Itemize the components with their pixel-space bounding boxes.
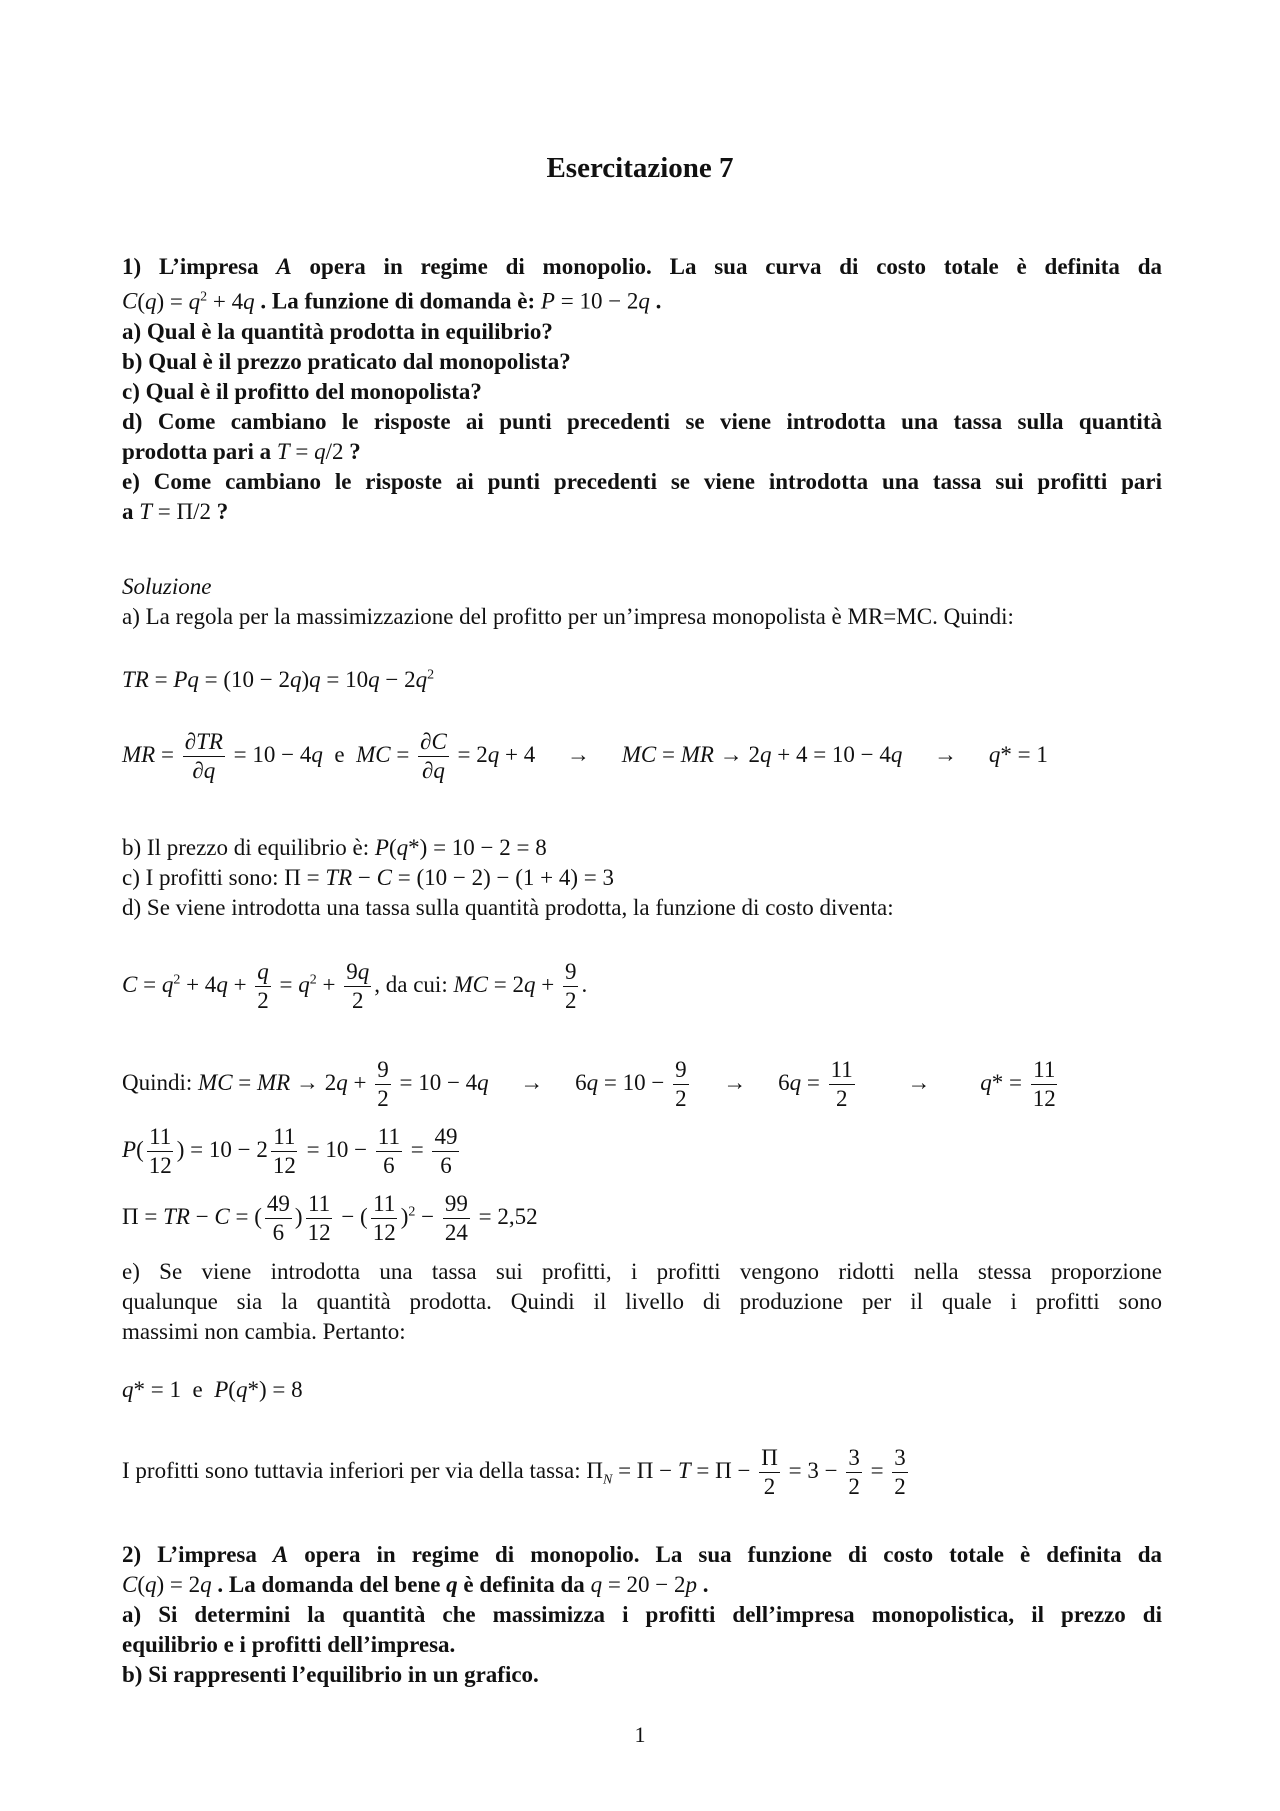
ex1-question-e-line-2: a T = Π/2 ? (122, 498, 229, 524)
formula-mr-mc: MR = $\frac{\partial TR}{\partial q}$ = 10 − 4q e MC = $\frac{\partial C}{\partial q}$ = 2q + 4 → MC = MR → 2q + 4 = 10 − 4q → q* = 1 (122, 729, 1048, 784)
solution-e-line-3: massimi non cambia. Pertanto: (122, 1319, 406, 1344)
exercise-2-statement (122, 1540, 1162, 1690)
ex1-line-2: $C(q) = q^2 + 4q$ . La funzione di domanda è: P = 10 − 2q . (122, 288, 662, 314)
ex2-question-a-line-1: a) Si determini la quantità che massimizza i profitti dell’impresa monopolistica, il prezzo di (122, 1602, 1162, 1627)
formula-profit-tax: Π = TR − C = ( $\frac{49}{6}$ ) $\frac{11}{12}$ − ( $\frac{11}{12}$ )$^2$ − $\frac{99}{24}$ = 2,52 (122, 1191, 538, 1246)
page-number: 1 (634, 1722, 646, 1747)
ex1-line-1: 1) L’impresa A opera in regime di monopolio. La sua curva di costo totale è definita da (122, 254, 1163, 279)
ex1-question-d-line-2: prodotta pari a T = q/2 ? (122, 438, 361, 464)
solution-b: b) Il prezzo di equilibrio è: P(q*) = 10 − 2 = 8 (122, 835, 547, 860)
ex1-question-c: c) Qual è il profitto del monopolista? (122, 378, 482, 404)
formula-total-revenue: TR = $Pq = (10 - 2q)q = 10q - 2q^2$ (122, 667, 435, 692)
exercise-1-statement (122, 252, 1162, 527)
formula-qstar-price: q* = 1 e P(q*) = 8 (122, 1377, 303, 1402)
solution-e-text (122, 1257, 1162, 1347)
solution-e-line-1: e) Se viene introdotta una tassa sui profitti, i profitti vengono ridotti nella stessa proporzione (122, 1259, 1162, 1284)
formula-price-tax: P( $\frac{11}{12}$ ) = 10 − 2 $\frac{11}{12}$ = 10 − $\frac{11}{6}$ = $\frac{49}{6}$ (122, 1124, 458, 1179)
solution-a-text: a) La regola per la massimizzazione del profitto per un’impresa monopolista è MR=MC. Quindi: (122, 604, 1014, 629)
solution-heading: Soluzione (122, 574, 212, 599)
solution-e-line-2: qualunque sia la quantità prodotta. Quindi il livello di produzione per il quale i profitti sono (122, 1289, 1162, 1314)
formula-net-profit: I profitti sono tuttavia inferiori per via della tassa: $\Pi_N = \Pi - T = \Pi$ − $\frac{\Pi}{2}$ = 3 − $\frac{3}{2}$ = $\frac{3}{2}$ (122, 1445, 906, 1500)
solution-intro (122, 572, 1162, 632)
solution-d-text: d) Se viene introdotta una tassa sulla quantità prodotta, la funzione di costo diventa: (122, 895, 894, 920)
solution-c: c) I profitti sono: Π = TR − C = (10 − 2) − (1 + 4) = 3 (122, 865, 614, 890)
ex1-question-b: b) Qual è il prezzo praticato dal monopolista? (122, 348, 571, 374)
ex2-line-1: 2) L’impresa A opera in regime di monopolio. La sua funzione di costo totale è definita da (122, 1542, 1162, 1567)
page-title: Esercitazione 7 (546, 152, 734, 184)
ex2-question-b: b) Si rappresenti l’equilibrio in un grafico. (122, 1662, 539, 1687)
ex2-question-a-line-2: equilibrio e i profitti dell’impresa. (122, 1632, 456, 1657)
formula-cost-with-tax: $C = q^2 + 4q$ + $\frac{q}{2}$ = $q^2$ + $\frac{9q}{2}$ , da cui: MC = 2q + $\frac{9}{2}$ . (122, 959, 588, 1014)
ex1-question-a: a) Qual è la quantità prodotta in equilibrio? (122, 318, 553, 344)
formula-equilibrium-tax: Quindi: MC = MR → 2q + $\frac{9}{2}$ = 10 − 4q → 6q = 10 − $\frac{9}{2}$ → 6q = $\frac{11}{2}$ → q* = $\frac{11}{12}$ (122, 1057, 1056, 1112)
ex2-line-2: C(q) = 2q . La domanda del bene q è definita da q = 20 − 2p . (122, 1572, 709, 1597)
ex1-question-d-line-1: d) Come cambiano le risposte ai punti precedenti se viene introdotta una tassa sulla quantità (122, 408, 1162, 434)
solution-b-c-d (122, 833, 1162, 923)
ex1-question-e-line-1: e) Come cambiano le risposte ai punti precedenti se viene introdotta una tassa sui profitti pari (122, 468, 1162, 494)
